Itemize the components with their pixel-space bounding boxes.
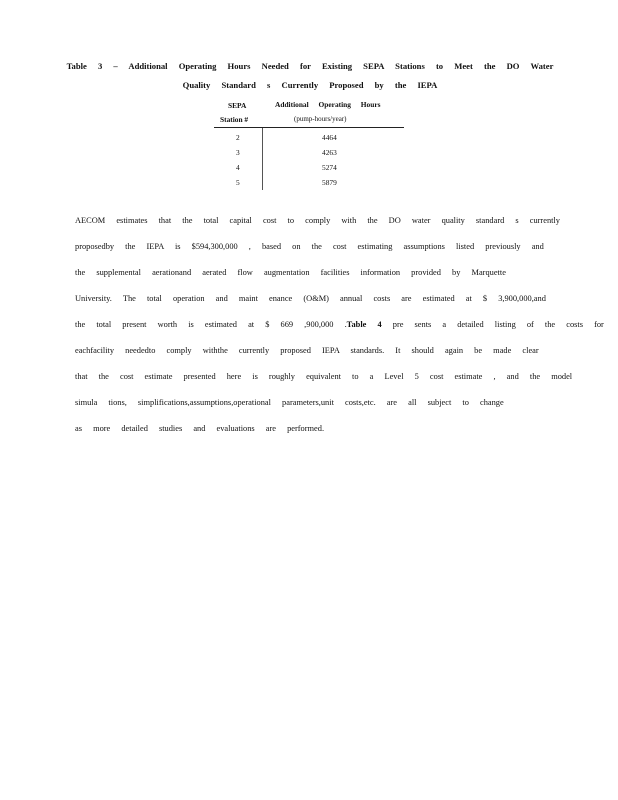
operating-hours-value: 5274	[322, 163, 337, 172]
station-number: 4	[236, 163, 240, 172]
table-body	[214, 128, 404, 190]
table-caption-line-1: Table 3 – Additional Operating Hours Needed for Existing SEPA Stations to Meet the DO Water	[66, 61, 554, 71]
station-number: 2	[236, 133, 240, 142]
paragraph-line: that the cost estimate presented here is roughly equivalent to a Level 5 cost estimate , and the model	[75, 372, 573, 381]
table-header	[214, 96, 404, 128]
station-number: 5	[236, 178, 240, 187]
station-number: 3	[236, 148, 240, 157]
table-caption-line-2: Quality Standard s Currently Proposed by the IEPA	[182, 80, 438, 90]
paragraph-line: simula tions, simplifications,assumptions,operational parameters,unit costs,etc. are all subject to change	[75, 398, 504, 407]
table-row	[214, 161, 404, 175]
table-row	[214, 146, 404, 160]
paragraph-line: proposedby the IEPA is $594,300,000 , based on the cost estimating assumptions listed previously and	[75, 242, 544, 251]
header-additional-operating-hours: Additional Operating Hours	[275, 100, 381, 109]
header-unit: (pump-hours/year)	[294, 115, 347, 123]
operating-hours-value: 5879	[322, 178, 337, 187]
paragraph-line: as more detailed studies and evaluations are performed.	[75, 424, 325, 433]
header-station-line-2: Station #	[220, 115, 249, 124]
operating-hours-value: 4263	[322, 148, 337, 157]
header-station-line-1: SEPA	[228, 101, 247, 110]
operating-hours-value: 4464	[322, 133, 337, 142]
paragraph-line	[75, 320, 604, 329]
operating-hours-table	[214, 96, 404, 190]
paragraph-line: AECOM estimates that the total capital cost to comply with the DO water quality standard s currently	[75, 216, 560, 225]
table-reference: Table 4	[346, 320, 382, 329]
paragraph-text: the total present worth is estimated at $ 669 ,900,000 .	[75, 320, 347, 329]
paragraph-line: eachfacility neededto comply withthe currently proposed IEPA standards. It should again be made clear	[75, 346, 539, 355]
paragraph-text: pre sents a detailed listing of the costs for	[392, 320, 604, 329]
paragraph-line: the supplemental aerationand aerated flow augmentation facilities information provided by Marquette	[75, 268, 506, 277]
table-row	[214, 131, 404, 145]
paragraph-line: University. The total operation and maint enance (O&M) annual costs are estimated at $ 3,900,000,and	[75, 294, 546, 303]
table-row	[214, 176, 404, 190]
